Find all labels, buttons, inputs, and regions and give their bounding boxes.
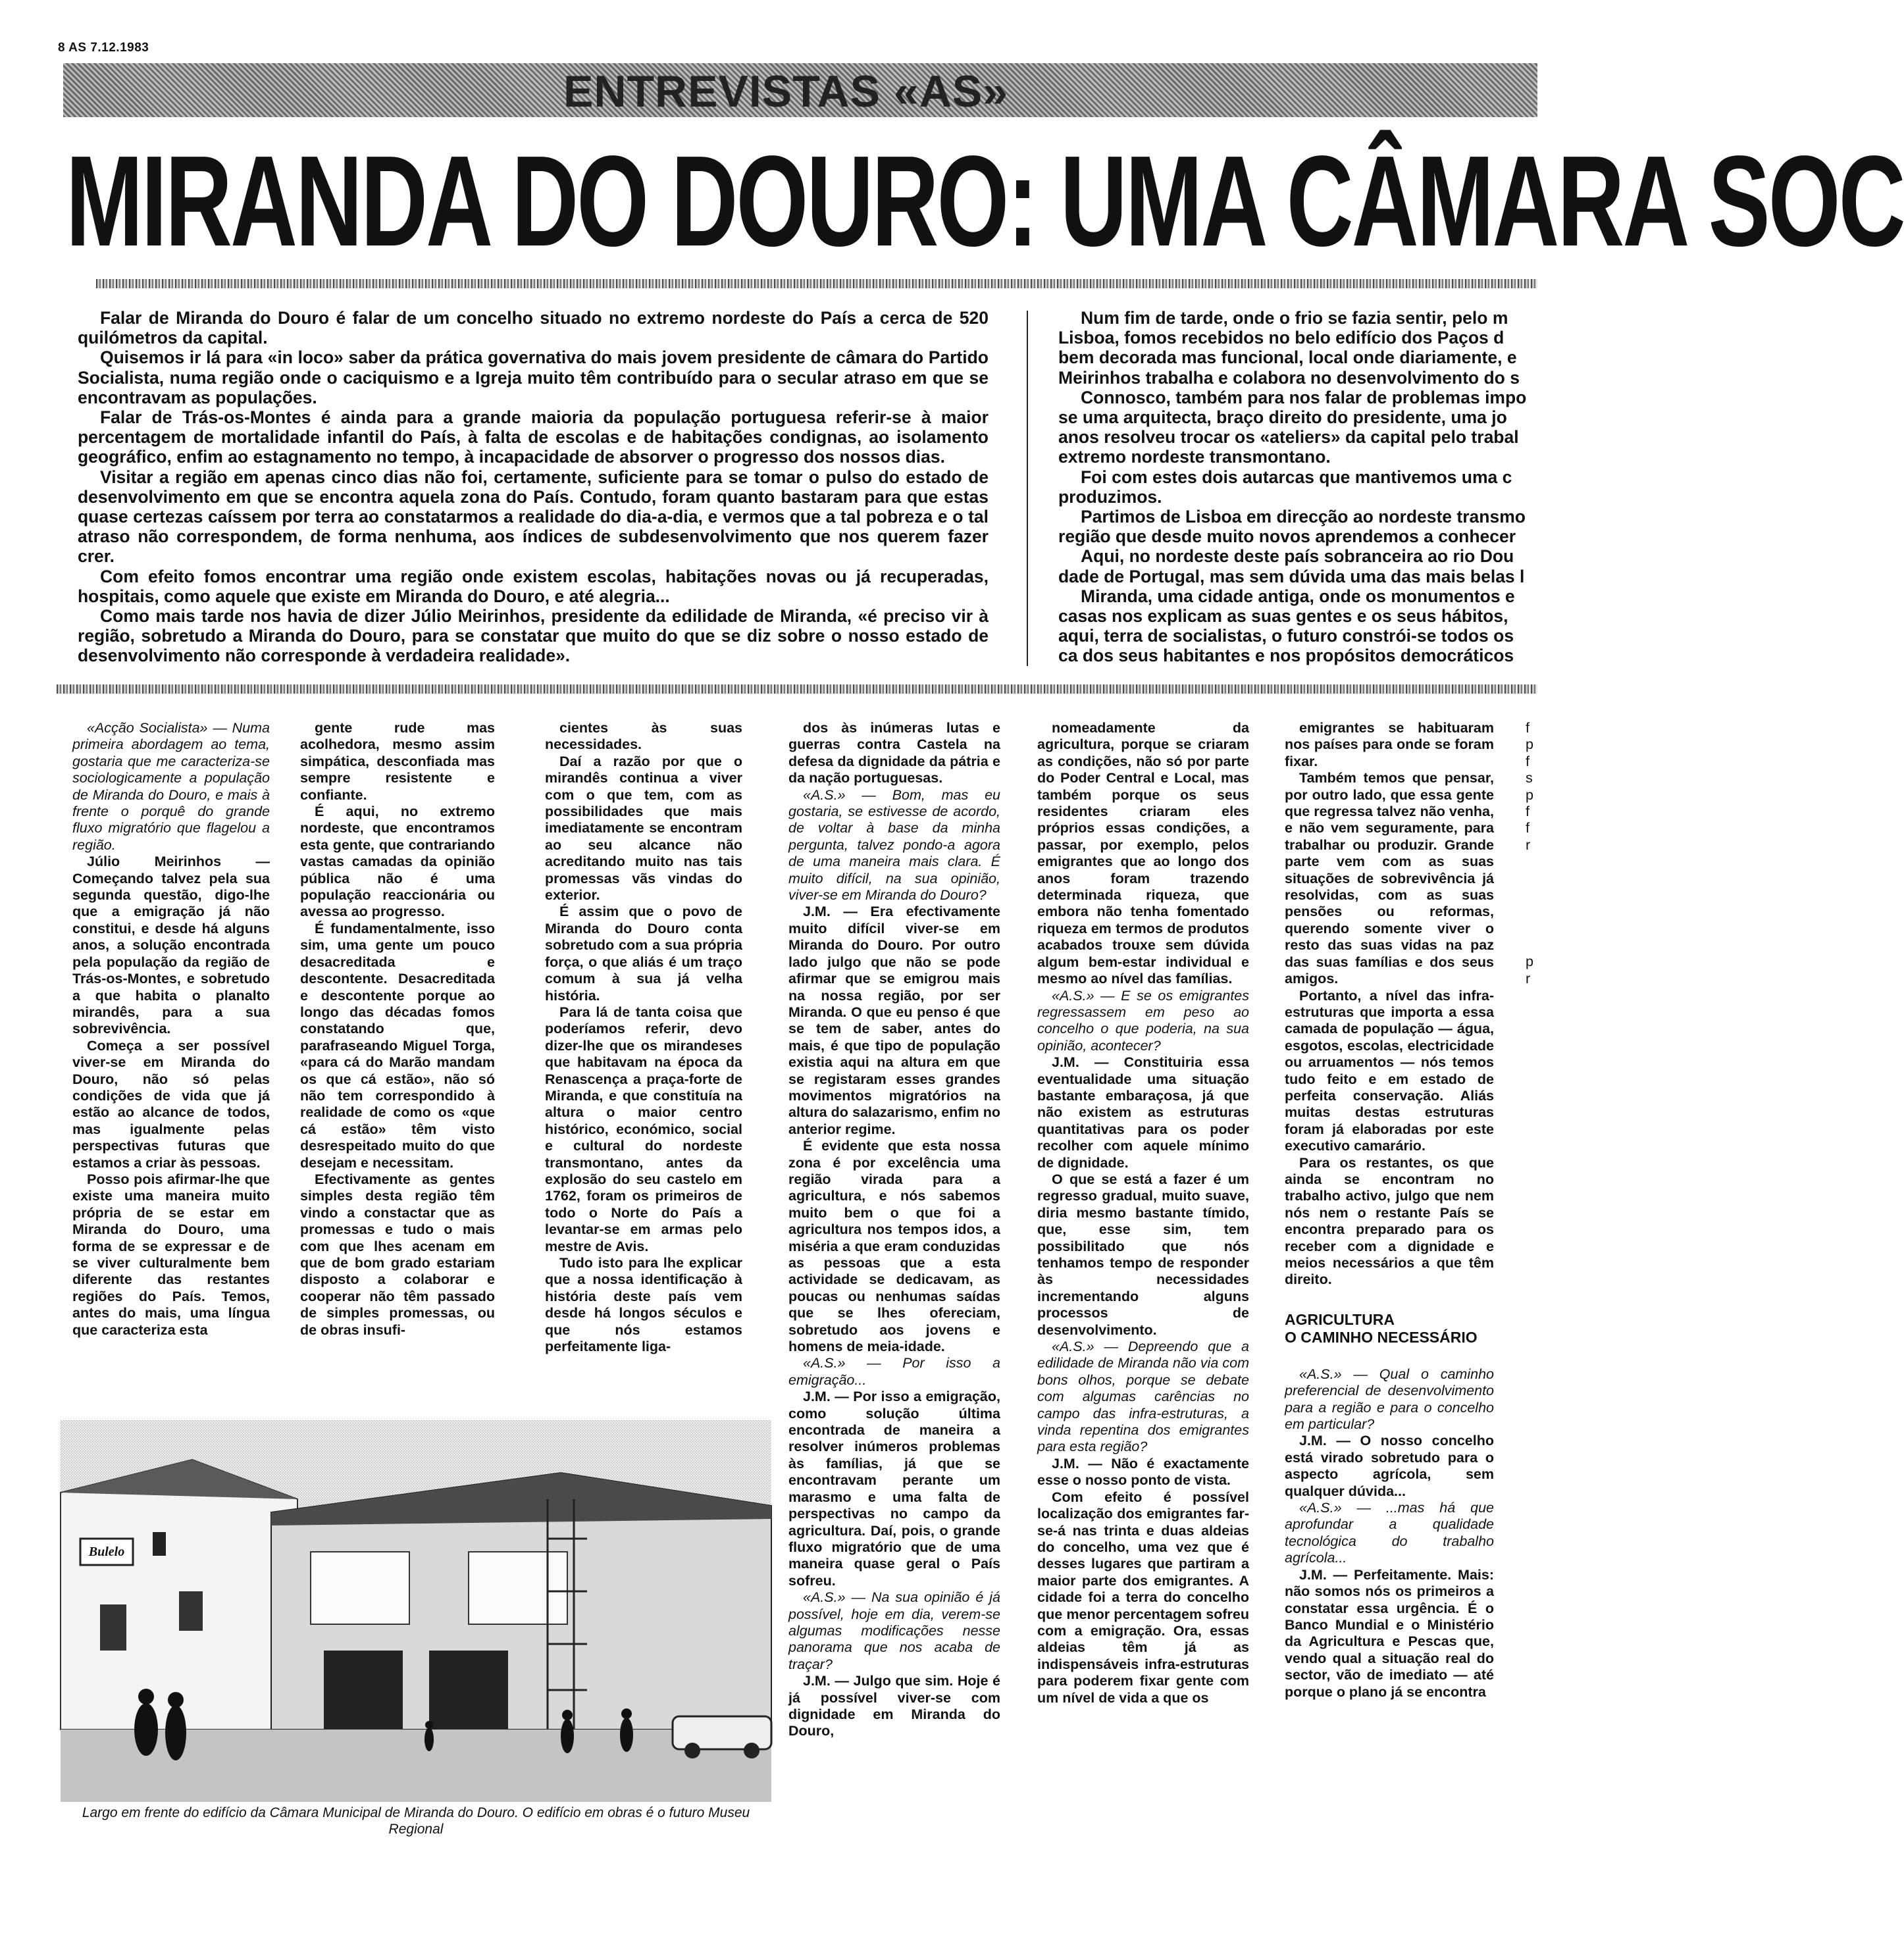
arcade [324, 1651, 403, 1730]
answer-paragraph: dos às inúmeras lutas e guerras contra Castela na defesa da dignidade da pátria e da nação portuguesas. [788, 720, 1000, 786]
intro-line-cut: Partimos de Lisboa em direcção ao nordeste transmo [1081, 507, 1526, 527]
section-rubric-banner [63, 63, 1537, 117]
question-paragraph: «A.S.» — ...mas há que aprofundar a qualidade tecnológica do trabalho agrícola... [1285, 1500, 1494, 1566]
intro-text-left [78, 308, 989, 666]
intro-line-cut: Foi com estes dois autarcas que mantivemos uma c [1081, 467, 1512, 487]
answer-paragraph: J.M. — Por isso a emigração, como solução última encontrada de maneira a resolver inúmeros problemas às famílias, já que se encontravam perante um marasmo e uma falta de perspectivas no campo da agricultura. Daí, pois, o grande fluxo migratório que de uma maneira quase geral o País sofreu. [788, 1389, 1000, 1589]
intro-line-cut: ca dos seus habitantes e nos propósitos democráticos [1058, 646, 1514, 666]
answer-paragraph: cientes às suas necessidades. [545, 720, 742, 753]
intro-paragraph: Visitar a região em apenas cinco dias não foi, certamente, suficiente para se tomar o pulso do estado de desenvolvimento em que se encontra aquela zona do País. Contudo, foram quanto bastaram para que estas quase certezas caíssem por terra ao constatarmos a realidade do dia-a-dia, e vermos que a tal pobreza e o tal atraso não correspondem, de forma nenhuma, aos índices de subdesenvolvimento que nos querem fazer crer. [78, 467, 989, 567]
answer-paragraph: emigrantes se habituaram nos países para onde se foram fixar. [1285, 720, 1494, 769]
cut-line-fragment: p [1526, 736, 1533, 753]
article-column-5 [1037, 720, 1249, 1706]
question-paragraph: «A.S.» — E se os emigrantes regressassem em peso ao concelho o que poderia, na sua opinião, acontecer? [1037, 987, 1249, 1054]
answer-paragraph: É fundamentalmente, isso sim, uma gente um pouco desacreditada e descontente. Desacreditada e descontente porque ao longo das décadas fomos constatando que, parafraseando Miguel Torga, «para cá do Marão mandam os que cá estão», não só não tem correspondido à realidade de como os «que cá estão» têm visto desrespeitado muito do que desejam e necessitam. [300, 920, 495, 1171]
cut-line-fragment [1526, 887, 1537, 904]
article-column-4 [788, 720, 1000, 1740]
cut-line-fragment [1526, 1104, 1537, 1121]
article-column-7-cut [1526, 720, 1537, 1204]
intro-line-cut: casas nos explicam as suas gentes e os seus hábitos, [1058, 606, 1508, 627]
upper-window [311, 1552, 409, 1624]
intro-line-cut: Num fim de tarde, onde o frio se fazia sentir, pelo m [1081, 308, 1508, 328]
window [179, 1591, 203, 1631]
cut-line-fragment [1526, 937, 1537, 954]
answer-paragraph: gente rude mas acolhedora, mesmo assim simpática, desconfiada mas sempre resistente e confiante. [300, 720, 495, 803]
answer-paragraph: J.M. — Não é exactamente esse o nosso ponto de vista. [1037, 1455, 1249, 1489]
subheading-line-1: AGRICULTURA [1285, 1310, 1395, 1328]
intro-line-cut: Connosco, também para nos falar de problemas impo [1081, 387, 1527, 407]
intro-line-cut: Aqui, no nordeste deste país sobranceira ao rio Dou [1081, 546, 1514, 567]
answer-paragraph: Daí a razão por que o mirandês continua a viver com o que tem, com as possibilidades que mais imediatamente se encontram ao seu alcance não acreditando muito nas tais promessas vãs vindas do exterior. [545, 753, 742, 904]
intro-text-right [1058, 308, 1537, 666]
answer-paragraph: É evidente que esta nossa zona é por excelência uma região virada para a agricultura, e nós sabemos muito bem o que foi a agricultura nos tempos idos, a miséria a que eram conduzidas as pessoas que a esta actividade se dedicavam, as poucas ou nenhumas saídas que se lhes ofereciam, sobretudo aos jovens e homens de meia-idade. [788, 1138, 1000, 1355]
answer-paragraph: J.M. — Julgo que sim. Hoje é já possível viver-se com dignidade em Miranda do Douro, [788, 1673, 1000, 1739]
intro-paragraph: Com efeito fomos encontrar uma região onde existem escolas, habitações novas ou já recuperadas, hospitais, como aquele que existe em Miranda do Douro, e até alegria... [78, 566, 989, 606]
cut-line-fragment: r [1526, 836, 1531, 853]
question-paragraph: «A.S.» — Depreendo que a edilidade de Miranda não via com bons olhos, porque se debate com algumas carências no campo das infra-estruturas, a vinda repentina dos emigrantes para esta região? [1037, 1339, 1249, 1455]
question-paragraph: «A.S.» — Na sua opinião é já possível, hoje em dia, verem-se algumas modificações nesse panorama que nos acaba de traçar? [788, 1589, 1000, 1672]
intro-paragraph: Como mais tarde nos havia de dizer Júlio Meirinhos, presidente da edilidade de Miranda, «é preciso vir à região, sobretudo a Miranda do Douro, para se constatar que muito do que se diz sobre o nosso estado de desenvolvimento não corresponde à verdadeira realidade». [78, 606, 989, 666]
texture-divider-top [96, 279, 1537, 288]
cut-line-fragment: f [1526, 753, 1530, 769]
cut-line-fragment [1526, 1054, 1537, 1071]
cut-line-fragment [1526, 987, 1537, 1004]
answer-paragraph: O que se está a fazer é um regresso gradual, muito suave, diria mesmo bastante tímido, que, esse sim, tem possibilitado que nós tenhamos tempo de responder às necessidades incrementando alguns processos de desenvolvimento. [1037, 1171, 1249, 1338]
cut-line-fragment: f [1526, 720, 1530, 736]
intro-line-cut: anos resolveu trocar os «ateliers» da capital pelo trabal [1058, 427, 1519, 448]
question-paragraph: «A.S.» — Qual o caminho preferencial de desenvolvimento para a região e para o concelho em particular? [1285, 1366, 1494, 1433]
intro-paragraph: Falar de Miranda do Douro é falar de um concelho situado no extremo nordeste do País a cerca de 520 quilómetros da capital. [78, 308, 989, 348]
cut-line-fragment [1526, 871, 1537, 887]
cut-line-fragment [1526, 1154, 1537, 1171]
article-column-6 [1285, 720, 1494, 1701]
intro-line-cut: Lisboa, fomos recebidos no belo edifício dos Paços d [1058, 328, 1505, 348]
intro-line-cut: dade de Portugal, mas sem dúvida uma das mais belas l [1058, 566, 1525, 586]
parked-car [673, 1716, 771, 1749]
intro-paragraph: Falar de Trás-os-Montes é ainda para a grande maioria da população portuguesa referir-se à maior percentagem de mortalidade infantil do País, à falta de escolas e de habitações condignas, ao isolamento geográfico, enfim ao estagnamento no tempo, à incapacidade de absorver o progresso dos nossos dias. [78, 407, 989, 467]
arcade [429, 1651, 508, 1730]
cut-line-fragment: r [1526, 970, 1531, 987]
answer-paragraph: Para lá de tanta coisa que poderíamos referir, devo dizer-lhe que os mirandeses que habitavam na época da Renascença a praça-forte de Miranda, e que constituía na altura o maior centro histórico, económico, social e cultural do nordeste transmontano, antes da explosão do seu castelo em 1762, foram os primeiros de todo o Norte do País a levantar-se em armas pelo mestre de Avis. [545, 1004, 742, 1254]
answer-paragraph: Para os restantes, os que ainda se encontram no trabalho activo, julgo que nem nós nem o restante País se encontra preparado para os receber com a dignidade e meios necessários a que têm direito. [1285, 1154, 1494, 1288]
cut-line-fragment [1526, 854, 1537, 870]
answer-paragraph: Efectivamente as gentes simples desta região têm vindo a constactar que as promessas e tudo o mais com que lhes acenam em que de bom grado estariam disposto a colaborar e cooperar não têm passado de simples promessas, ou de obras insufi- [300, 1171, 495, 1338]
answer-paragraph: Posso pois afirmar-lhe que existe uma maneira muito própria de se estar em Miranda do Douro, uma forma de se expressar e de se viver culturalmente bem diferente das restantes regiões do País. Temos, antes do mais, uma língua que caracteriza esta [72, 1171, 270, 1338]
answer-paragraph: Com efeito é possível localização dos emigrantes far-se-á nas trinta e duas aldeias do concelho, uma vez que é desses lugares que partiram a maior parte dos emigrantes. A cidade foi a terra do concelho que menor percentagem sofreu com a emigração. Ora, essas aldeias têm já as indispensáveis infra-estruturas para poderem fixar gente com um nível de vida a que os [1037, 1489, 1249, 1706]
answer-paragraph: Portanto, a nível das infra-estruturas que importa a essa camada de população — água, esgotos, escolas, electricidade ou arruamentos — nós temos tudo feito e em estado de perfeita conservação. Aliás muitas destas estruturas foram já elaboradas por este executivo camarário. [1285, 987, 1494, 1154]
cut-line-fragment [1526, 1188, 1537, 1204]
page-folio: 8 AS 7.12.1983 [58, 41, 149, 55]
cut-line-fragment: s [1526, 770, 1533, 786]
answer-paragraph: J.M. — Constituiria essa eventualidade uma situação bastante embaraçosa, já que não existem as estruturas quantitativas para os poder recolher com aquele mínimo de dignidade. [1037, 1054, 1249, 1171]
cut-line-fragment [1526, 1071, 1537, 1087]
answer-paragraph: Também temos que pensar, por outro lado, que essa gente que regressa talvez não venha, e não vem seguramente, para trabalhar ou produzir. Grande parte vem com as suas situações de sobrevivência já resolvidas, com as suas pensões ou reformas, querendo somente viver o resto das suas vidas na paz das suas famílias e dos seus amigos. [1285, 770, 1494, 987]
window [100, 1604, 126, 1651]
town-square-photo [61, 1420, 771, 1802]
cut-line-fragment [1526, 921, 1537, 937]
question-paragraph: «A.S.» — Por isso a emigração... [788, 1355, 1000, 1388]
cut-line-fragment [1526, 1138, 1537, 1154]
cut-line-fragment [1526, 1004, 1537, 1021]
cut-line-fragment [1526, 1021, 1537, 1037]
texture-divider-bottom [57, 684, 1537, 694]
intro-line-cut: Meirinhos trabalha e colabora no desenvolvimento do s [1058, 367, 1520, 388]
answer-paragraph: J.M. — O nosso concelho está virado sobretudo para o aspecto agrícola, sem qualquer dúvida... [1285, 1433, 1494, 1499]
intro-line-cut: extremo nordeste transmontano. [1058, 447, 1331, 467]
cut-line-fragment [1526, 1037, 1537, 1054]
cut-line-fragment: f [1526, 820, 1530, 836]
column-6-lower [1285, 1366, 1494, 1701]
article-column-1 [72, 720, 270, 1339]
cut-line-fragment [1526, 1088, 1537, 1104]
shop-sign-text: Bulelo [88, 1545, 125, 1559]
subheading [1285, 1311, 1494, 1346]
intro-line-cut: se uma arquitecta, braço direito do presidente, uma jo [1058, 407, 1507, 428]
article-column-3 [545, 720, 742, 1355]
answer-paragraph: J.M. — Perfeitamente. Mais: não somos nós os primeiros a constatar essa urgência. É o Banco Mundial e o Ministério da Agricultura e Pescas que, vendo qual a situação real do sector, vão de imediato — até porque o plano já se encontra [1285, 1566, 1494, 1700]
answer-paragraph: É aqui, no extremo nordeste, que encontramos esta gente, que contrariando vastas camadas da opinião pública não é uma população reaccionária ou avessa ao progresso. [300, 804, 495, 920]
answer-paragraph: É assim que o povo de Miranda do Douro conta sobretudo com a sua própria força, o que aliás é um traço comum à sua já velha história. [545, 904, 742, 1004]
answer-paragraph: nomeadamente da agricultura, porque se criaram as condições, não só por parte do Poder Central e Local, mas também porque os seus residentes criaram eles próprios essas condições, a passar, por exemplo, pelos emigrantes que ao longo dos anos foram trazendo determinada riqueza, que embora não tenha fomentado riqueza em termos de produtos acabados trouxe sem dúvida algum bem-estar individual e mesmo ao nível das famílias. [1037, 720, 1249, 987]
question-paragraph: «Acção Socialista» — Numa primeira abordagem ao tema, gostaria que me caracteriza-se sociologicamente a população de Miranda do Douro, e mais à frente o porquê do grande fluxo migratório que flagelou a região. [72, 720, 270, 853]
answer-paragraph: Júlio Meirinhos — Começando talvez pela sua segunda questão, digo-lhe que a emigração já não constitui, e desde há alguns anos, a solução encontrada pela população da região de Trás-os-Montes, e sobretudo a que habita o planalto mirandês, para a sua sobrevivência. [72, 854, 270, 1037]
cut-line-fragment [1526, 1121, 1537, 1137]
intro-paragraph: Quisemos ir lá para «in loco» saber da prática governativa do mais jovem presidente de câmara do Partido Socialista, numa região onde o caciquismo e a Igreja muito têm contribuído para o secular atraso em que se encontravam as populações. [78, 347, 989, 407]
headline: MIRANDA DO DOURO: UMA CÂMARA SOC [66, 129, 1904, 273]
lamp-icon [153, 1532, 166, 1556]
upper-window [469, 1552, 567, 1624]
intro-line-cut: região que desde muito novos aprendemos a conhecer [1058, 526, 1516, 547]
cut-line-fragment [1526, 904, 1537, 920]
article-column-2 [300, 720, 495, 1339]
town-square-illustration [61, 1420, 771, 1802]
intro-line-cut: Miranda, uma cidade antiga, onde os monumentos e [1081, 586, 1515, 606]
intro-column-rule [1027, 311, 1028, 666]
answer-paragraph: J.M. — Era efectivamente muito difícil viver-se em Miranda do Douro. Por outro lado julgo que não se pode afirmar que se emigrou mais na nossa região, por ser Miranda. O que eu penso é que se tem de saber, antes do mais, é que tipo de população existia aqui na altura em que se registaram esses grandes movimentos migratórios na altura do salazarismo, enfim no anterior regime. [788, 904, 1000, 1137]
intro-line-cut: produzimos. [1058, 486, 1162, 507]
question-paragraph: «A.S.» — Bom, mas eu gostaria, se estivesse de acordo, de voltar à base da minha pergunta, talvez pondo-a agora de uma maneira mais clara. É muito difícil, na sua opinião, viver-se em Miranda do Douro? [788, 786, 1000, 904]
column-6-upper [1285, 720, 1494, 1289]
section-rubric-text: ENTREVISTAS «AS» [563, 66, 1009, 116]
answer-paragraph: Tudo isto para lhe explicar que a nossa identificação à história deste país vem desde há longos séculos e que nós estamos perfeitamente liga- [545, 1255, 742, 1355]
photo-caption: Largo em frente do edifício da Câmara Municipal de Miranda do Douro. O edifício em obras é o futuro Museu Regional [82, 1805, 750, 1837]
cut-line-fragment: f [1526, 803, 1530, 819]
cut-line-fragment [1526, 1171, 1537, 1188]
intro-line-cut: aqui, terra de socialistas, o futuro constrói-se todos os [1058, 626, 1514, 646]
answer-paragraph: Começa a ser possível viver-se em Miranda do Douro, não só pelas condições de vida que já estão ao alcance de todos, mas igualmente pelas perspectivas futuras que estamos a criar às pessoas. [72, 1037, 270, 1171]
cut-line-fragment: p [1526, 786, 1533, 803]
intro-line-cut: bem decorada mas funcional, local onde diariamente, e [1058, 347, 1517, 368]
cut-line-fragment: p [1526, 954, 1533, 970]
subheading-line-2: O CAMINHO NECESSÁRIO [1285, 1328, 1478, 1346]
